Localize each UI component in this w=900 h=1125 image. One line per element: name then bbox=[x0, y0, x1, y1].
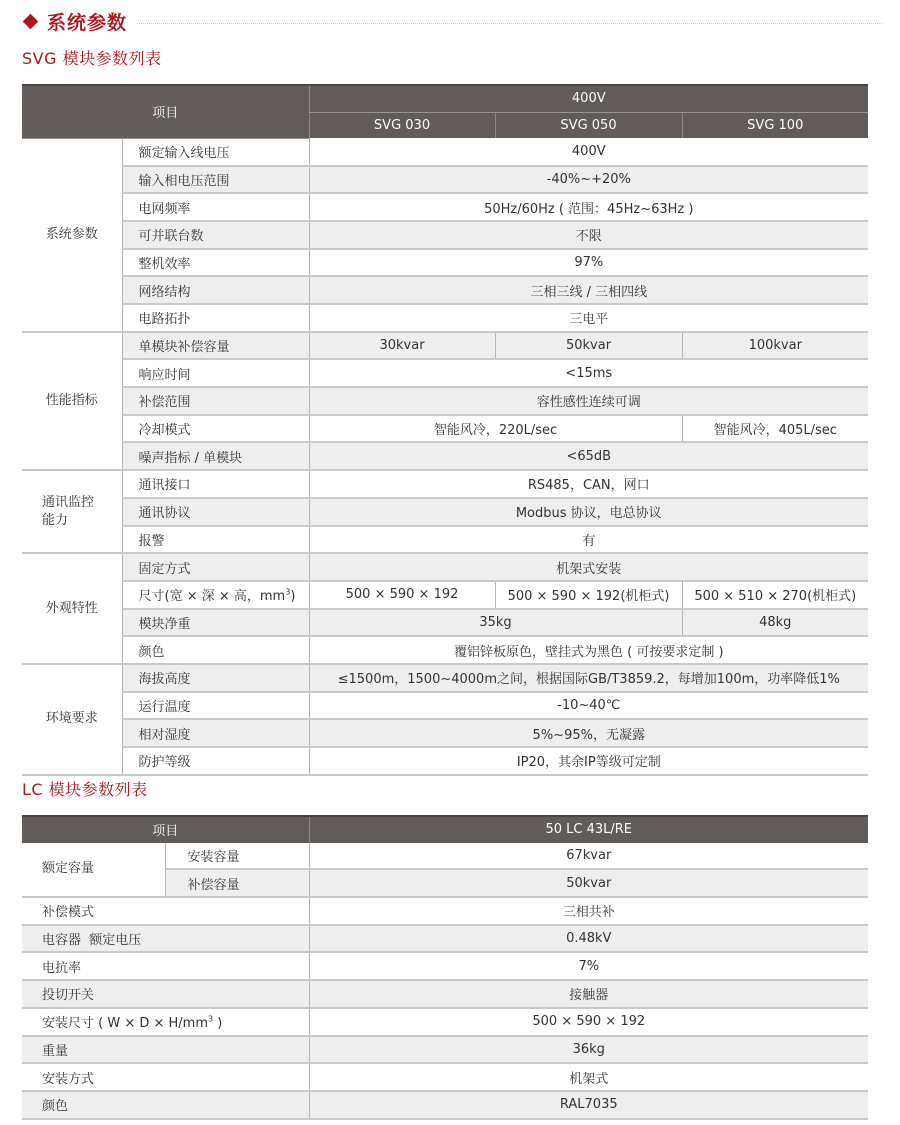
row-value: 接触器 bbox=[309, 980, 868, 1008]
table-row bbox=[22, 1091, 868, 1119]
table-row bbox=[22, 470, 868, 498]
header-model-svg030: SVG 030 bbox=[309, 112, 495, 138]
group-label: 性能指标 bbox=[22, 332, 122, 470]
row-label: 固定方式 bbox=[122, 553, 309, 581]
row-label: 相对湿度 bbox=[122, 719, 309, 747]
row-value: 三电平 bbox=[309, 304, 868, 332]
table-row bbox=[22, 553, 868, 581]
row-value: 机架式安装 bbox=[309, 553, 868, 581]
table-row bbox=[22, 526, 868, 554]
row-value: IP20，其余IP等级可定制 bbox=[309, 747, 868, 775]
table-row bbox=[22, 897, 868, 925]
table-row bbox=[22, 719, 868, 747]
row-value: 400V bbox=[309, 138, 868, 165]
row-value: 不限 bbox=[309, 221, 868, 249]
row-value: -40%~+20% bbox=[309, 166, 868, 194]
header-voltage-group: 400V bbox=[309, 85, 868, 112]
row-value: 覆铝锌板原色，壁挂式为黑色 ( 可按要求定制 ) bbox=[309, 636, 868, 664]
table-row bbox=[22, 304, 868, 332]
row-label: 安装方式 bbox=[22, 1063, 309, 1091]
table-row bbox=[22, 498, 868, 526]
group-label bbox=[22, 470, 122, 553]
table-row bbox=[22, 980, 868, 1008]
row-label: 整机效率 bbox=[122, 249, 309, 277]
lc-param-table bbox=[22, 815, 868, 1120]
row-label: 电抗率 bbox=[22, 952, 309, 980]
row-value: 50kvar bbox=[495, 332, 682, 360]
header-item: 项目 bbox=[22, 816, 309, 843]
row-label: 电路拓扑 bbox=[122, 304, 309, 332]
row-value: 0.48kV bbox=[309, 925, 868, 953]
section-title: 系统参数 bbox=[47, 11, 128, 34]
row-value: 500 × 590 × 192(机柜式) bbox=[495, 581, 682, 609]
row-value: 5%~95%，无凝露 bbox=[309, 719, 868, 747]
header-model-svg050: SVG 050 bbox=[495, 112, 682, 138]
row-value: 97% bbox=[309, 249, 868, 277]
row-label: 投切开关 bbox=[22, 980, 309, 1008]
table-row bbox=[22, 1008, 868, 1036]
table-row bbox=[22, 664, 868, 692]
row-value: 智能风冷，220L/sec bbox=[309, 415, 682, 443]
row-label: 海拔高度 bbox=[122, 664, 309, 692]
row-label: 模块净重 bbox=[122, 609, 309, 637]
table-row bbox=[22, 636, 868, 664]
row-value: Modbus 协议，电总协议 bbox=[309, 498, 868, 526]
table-row bbox=[22, 221, 868, 249]
row-value: 100kvar bbox=[682, 332, 868, 360]
row-value: 48kg bbox=[682, 609, 868, 637]
row-value: 36kg bbox=[309, 1036, 868, 1064]
row-label-text: 尺寸(宽 × 深 × 高，mm bbox=[138, 589, 286, 605]
row-value: 智能风冷，405L/sec bbox=[682, 415, 868, 443]
row-value: ≤1500m，1500~4000m之间，根据国际GB/T3859.2，每增加100m，功率降低1% bbox=[309, 664, 868, 692]
header-model: 50 LC 43L/RE bbox=[309, 816, 868, 843]
row-label: 单模块补偿容量 bbox=[122, 332, 309, 360]
group-label: 环境要求 bbox=[22, 664, 122, 775]
row-value: 30kvar bbox=[309, 332, 495, 360]
table-row bbox=[22, 1063, 868, 1091]
row-label: 补偿容量 bbox=[165, 869, 309, 897]
table-row bbox=[22, 1036, 868, 1064]
row-value: 500 × 590 × 192 bbox=[309, 1008, 868, 1036]
header-model-svg100: SVG 100 bbox=[682, 112, 868, 138]
row-value: 7% bbox=[309, 952, 868, 980]
group-label-line2: 能力 bbox=[42, 512, 69, 528]
row-value: RS485，CAN，网口 bbox=[309, 470, 868, 498]
row-label: 可并联台数 bbox=[122, 221, 309, 249]
row-label: 噪声指标 / 单模块 bbox=[122, 442, 309, 470]
row-label: 冷却模式 bbox=[122, 415, 309, 443]
table-row bbox=[22, 925, 868, 953]
dotted-divider bbox=[137, 23, 882, 24]
row-label bbox=[122, 581, 309, 609]
table-row bbox=[22, 843, 868, 870]
table-row bbox=[22, 442, 868, 470]
row-label: 防护等级 bbox=[122, 747, 309, 775]
row-label: 电网频率 bbox=[122, 193, 309, 221]
row-label: 电容器 额定电压 bbox=[22, 925, 309, 953]
row-value: 35kg bbox=[309, 609, 682, 637]
row-label: 重量 bbox=[22, 1036, 309, 1064]
table-row bbox=[22, 249, 868, 277]
table-row bbox=[22, 332, 868, 360]
row-label: 网络结构 bbox=[122, 276, 309, 304]
group-label: 外观特性 bbox=[22, 553, 122, 664]
row-label-suffix: ) bbox=[213, 1016, 223, 1032]
table-row bbox=[22, 387, 868, 415]
row-value: 500 × 590 × 192 bbox=[309, 581, 495, 609]
row-value: -10~40℃ bbox=[309, 692, 868, 720]
table-row bbox=[22, 276, 868, 304]
table-row bbox=[22, 359, 868, 387]
table-row bbox=[22, 747, 868, 775]
table-row bbox=[22, 609, 868, 637]
row-label: 颜色 bbox=[22, 1091, 309, 1119]
row-value: 67kvar bbox=[309, 843, 868, 870]
row-value: RAL7035 bbox=[309, 1091, 868, 1119]
row-label: 颜色 bbox=[122, 636, 309, 664]
group-label: 额定容量 bbox=[22, 843, 165, 897]
table-row bbox=[22, 166, 868, 194]
table-row bbox=[22, 692, 868, 720]
row-value: 50kvar bbox=[309, 869, 868, 897]
group-label: 系统参数 bbox=[22, 138, 122, 331]
row-label: 补偿范围 bbox=[122, 387, 309, 415]
row-value: <65dB bbox=[309, 442, 868, 470]
table-row bbox=[22, 581, 868, 609]
row-value: 有 bbox=[309, 526, 868, 554]
superscript: 3 bbox=[285, 587, 291, 597]
row-label: 响应时间 bbox=[122, 359, 309, 387]
row-label: 补偿模式 bbox=[22, 897, 309, 925]
header-item: 项目 bbox=[22, 85, 309, 138]
row-label: 安装容量 bbox=[165, 843, 309, 870]
group-label-line1: 通讯监控 bbox=[42, 494, 95, 510]
table-row bbox=[22, 952, 868, 980]
row-value: 三相共补 bbox=[309, 897, 868, 925]
diamond-bullet-icon bbox=[23, 13, 39, 29]
table-row bbox=[22, 193, 868, 221]
row-value: 三相三线 / 三相四线 bbox=[309, 276, 868, 304]
row-label: 通讯接口 bbox=[122, 470, 309, 498]
row-value: <15ms bbox=[309, 359, 868, 387]
lc-table-title: LC 模块参数列表 bbox=[22, 780, 148, 799]
row-value: 500 × 510 × 270(机柜式) bbox=[682, 581, 868, 609]
row-label: 运行温度 bbox=[122, 692, 309, 720]
svg-param-table bbox=[22, 84, 868, 776]
section-header bbox=[22, 6, 882, 36]
row-value: 机架式 bbox=[309, 1063, 868, 1091]
row-label: 输入相电压范围 bbox=[122, 166, 309, 194]
superscript: 3 bbox=[208, 1014, 214, 1024]
svg-table-title: SVG 模块参数列表 bbox=[22, 49, 162, 68]
row-value: 50Hz/60Hz ( 范围：45Hz~63Hz ) bbox=[309, 193, 868, 221]
row-label: 额定输入线电压 bbox=[122, 138, 309, 165]
row-label: 通讯协议 bbox=[122, 498, 309, 526]
row-value: 容性感性连续可调 bbox=[309, 387, 868, 415]
row-label-text: 安装尺寸 ( W × D × H/mm bbox=[42, 1016, 208, 1032]
row-label bbox=[22, 1008, 309, 1036]
row-label-suffix: ) bbox=[290, 589, 296, 605]
row-label: 报警 bbox=[122, 526, 309, 554]
table-row bbox=[22, 138, 868, 165]
table-row bbox=[22, 415, 868, 443]
